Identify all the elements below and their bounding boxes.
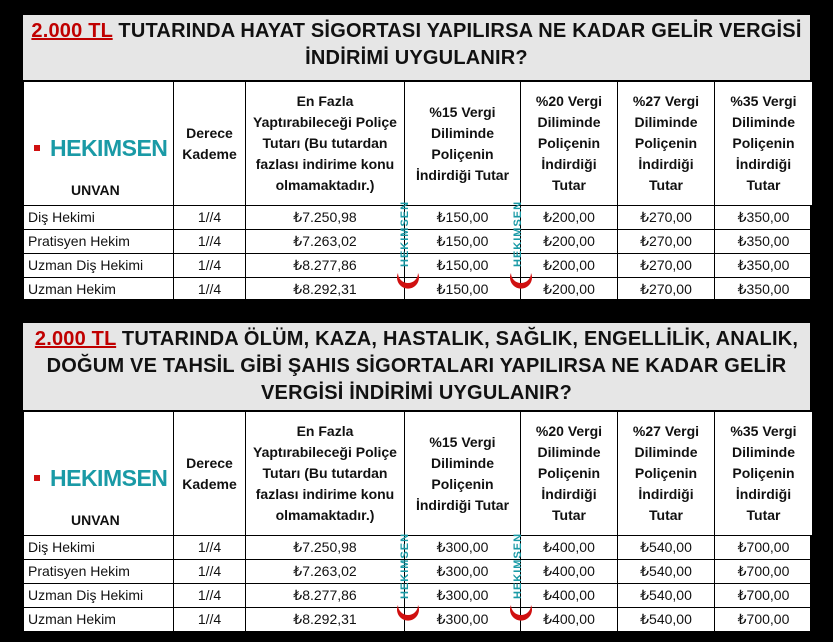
- life-insurance-section: [22, 14, 811, 300]
- hekimsen-logo: [26, 128, 167, 168]
- watermark-right: [509, 531, 533, 629]
- pct35-cell: ₺700,00: [715, 584, 813, 608]
- derece-cell: 1//4: [174, 584, 246, 608]
- max-policy-cell: ₺7.250,98: [246, 206, 405, 230]
- unvan-cell: Uzman Hekim: [24, 608, 174, 632]
- watermark-left: [396, 199, 420, 297]
- pct27-cell: ₺540,00: [618, 536, 715, 560]
- max-policy-cell: ₺7.250,98: [246, 536, 405, 560]
- pct35-cell: ₺700,00: [715, 560, 813, 584]
- unvan-label: UNVAN: [71, 182, 120, 198]
- max-policy-cell: ₺8.277,86: [246, 254, 405, 278]
- pct27-cell: ₺270,00: [618, 206, 715, 230]
- watermark-text: HEKIMSEN: [399, 532, 411, 600]
- pct20-cell: ₺400,00: [521, 560, 618, 584]
- watermark-right: [509, 199, 533, 297]
- pct27-cell: ₺270,00: [618, 278, 715, 302]
- watermark-left: [396, 531, 420, 629]
- pct27-cell: ₺270,00: [618, 230, 715, 254]
- pct15-header: %15 Vergi Diliminde Poliçenin İndirdiği Tutar: [405, 412, 521, 536]
- pct27-cell: ₺270,00: [618, 254, 715, 278]
- derece-cell: 1//4: [174, 560, 246, 584]
- max-policy-header: En Fazla Yaptırabileceği Poliçe Tutarı (Bu tutardan fazlası indirime konu olmamaktadır.): [246, 82, 405, 206]
- derece-cell: 1//4: [174, 254, 246, 278]
- pct35-cell: ₺350,00: [715, 254, 813, 278]
- crescent-logo-icon: [26, 458, 48, 498]
- pct35-cell: ₺350,00: [715, 230, 813, 254]
- watermark-text: HEKIMSEN: [512, 532, 524, 600]
- pct15-cell: ₺150,00: [405, 278, 521, 302]
- crescent-logo-icon: [26, 128, 48, 168]
- unvan-cell: Pratisyen Hekim: [24, 230, 174, 254]
- max-policy-cell: ₺8.292,31: [246, 278, 405, 302]
- personal-insurance-section: [22, 322, 811, 632]
- pct20-header: %20 Vergi Diliminde Poliçenin İndirdiği Tutar: [521, 82, 618, 206]
- pct20-cell: ₺200,00: [521, 254, 618, 278]
- pct20-cell: ₺400,00: [521, 536, 618, 560]
- derece-cell: 1//4: [174, 206, 246, 230]
- watermark-text: HEKIMSEN: [512, 200, 524, 268]
- pct35-header: %35 Vergi Diliminde Poliçenin İndirdiği Tutar: [715, 82, 813, 206]
- crescent-watermark-icon: [509, 603, 533, 629]
- pct15-cell: ₺150,00: [405, 230, 521, 254]
- pct15-cell: ₺150,00: [405, 254, 521, 278]
- pct20-cell: ₺400,00: [521, 584, 618, 608]
- derece-cell: 1//4: [174, 536, 246, 560]
- crescent-watermark-icon: [396, 271, 420, 297]
- crescent-watermark-icon: [509, 271, 533, 297]
- max-policy-header: En Fazla Yaptırabileceği Poliçe Tutarı (Bu tutardan fazlası indirime konu olmamaktadır.): [246, 412, 405, 536]
- unvan-cell: Uzman Diş Hekimi: [24, 254, 174, 278]
- pct20-cell: ₺200,00: [521, 206, 618, 230]
- pct15-cell: ₺300,00: [405, 536, 521, 560]
- pct15-cell: ₺150,00: [405, 206, 521, 230]
- pct27-header: %27 Vergi Diliminde Poliçenin İndirdiği Tutar: [618, 82, 715, 206]
- pct35-cell: ₺350,00: [715, 206, 813, 230]
- logo-brand-text: HEKIMSEN: [50, 134, 168, 161]
- derece-header: Derece Kademe: [174, 82, 246, 206]
- pct27-header: %27 Vergi Diliminde Poliçenin İndirdiği Tutar: [618, 412, 715, 536]
- max-policy-cell: ₺8.277,86: [246, 584, 405, 608]
- unvan-cell: Uzman Diş Hekimi: [24, 584, 174, 608]
- pct15-header: %15 Vergi Diliminde Poliçenin İndirdiği Tutar: [405, 82, 521, 206]
- title-text: TUTARINDA HAYAT SİGORTASI YAPILIRSA NE KADAR GELİR VERGİSİ İNDİRİMİ UYGULANIR?: [112, 20, 802, 69]
- table-header-row: [24, 82, 813, 206]
- derece-cell: 1//4: [174, 230, 246, 254]
- unvan-cell: Diş Hekimi: [24, 206, 174, 230]
- unvan-header: [24, 412, 174, 536]
- pct15-cell: ₺300,00: [405, 584, 521, 608]
- pct35-cell: ₺700,00: [715, 608, 813, 632]
- section-title: [23, 323, 810, 411]
- watermark-text: HEKIMSEN: [399, 200, 411, 268]
- pct35-cell: ₺700,00: [715, 536, 813, 560]
- pct20-cell: ₺200,00: [521, 230, 618, 254]
- max-policy-cell: ₺8.292,31: [246, 608, 405, 632]
- table-header-row: [24, 412, 813, 536]
- unvan-cell: Uzman Hekim: [24, 278, 174, 302]
- pct27-cell: ₺540,00: [618, 560, 715, 584]
- section-title: [23, 15, 810, 81]
- pct27-cell: ₺540,00: [618, 608, 715, 632]
- max-policy-cell: ₺7.263,02: [246, 230, 405, 254]
- pct15-cell: ₺300,00: [405, 560, 521, 584]
- logo-brand-text: HEKIMSEN: [50, 464, 168, 491]
- title-text: TUTARINDA ÖLÜM, KAZA, HASTALIK, SAĞLIK, ENGELLİLİK, ANALIK, DOĞUM VE TAHSİL GİBİ ŞAHIS SİGORTALARI YAPILIRSA NE KADAR GELİR VERGİSİ İNDİRİMİ UYGULANIR?: [46, 328, 799, 404]
- pct20-header: %20 Vergi Diliminde Poliçenin İndirdiği Tutar: [521, 412, 618, 536]
- max-policy-cell: ₺7.263,02: [246, 560, 405, 584]
- pct35-cell: ₺350,00: [715, 278, 813, 302]
- title-amount: 2.000 TL: [31, 20, 113, 42]
- derece-cell: 1//4: [174, 608, 246, 632]
- crescent-watermark-icon: [396, 603, 420, 629]
- unvan-cell: Diş Hekimi: [24, 536, 174, 560]
- pct15-cell: ₺300,00: [405, 608, 521, 632]
- pct27-cell: ₺540,00: [618, 584, 715, 608]
- unvan-label: UNVAN: [71, 512, 120, 528]
- derece-cell: 1//4: [174, 278, 246, 302]
- pct35-header: %35 Vergi Diliminde Poliçenin İndirdiği Tutar: [715, 412, 813, 536]
- unvan-header: [24, 82, 174, 206]
- derece-header: Derece Kademe: [174, 412, 246, 536]
- hekimsen-logo: [26, 458, 167, 498]
- pct20-cell: ₺400,00: [521, 608, 618, 632]
- unvan-cell: Pratisyen Hekim: [24, 560, 174, 584]
- title-amount: 2.000 TL: [34, 328, 117, 350]
- pct20-cell: ₺200,00: [521, 278, 618, 302]
